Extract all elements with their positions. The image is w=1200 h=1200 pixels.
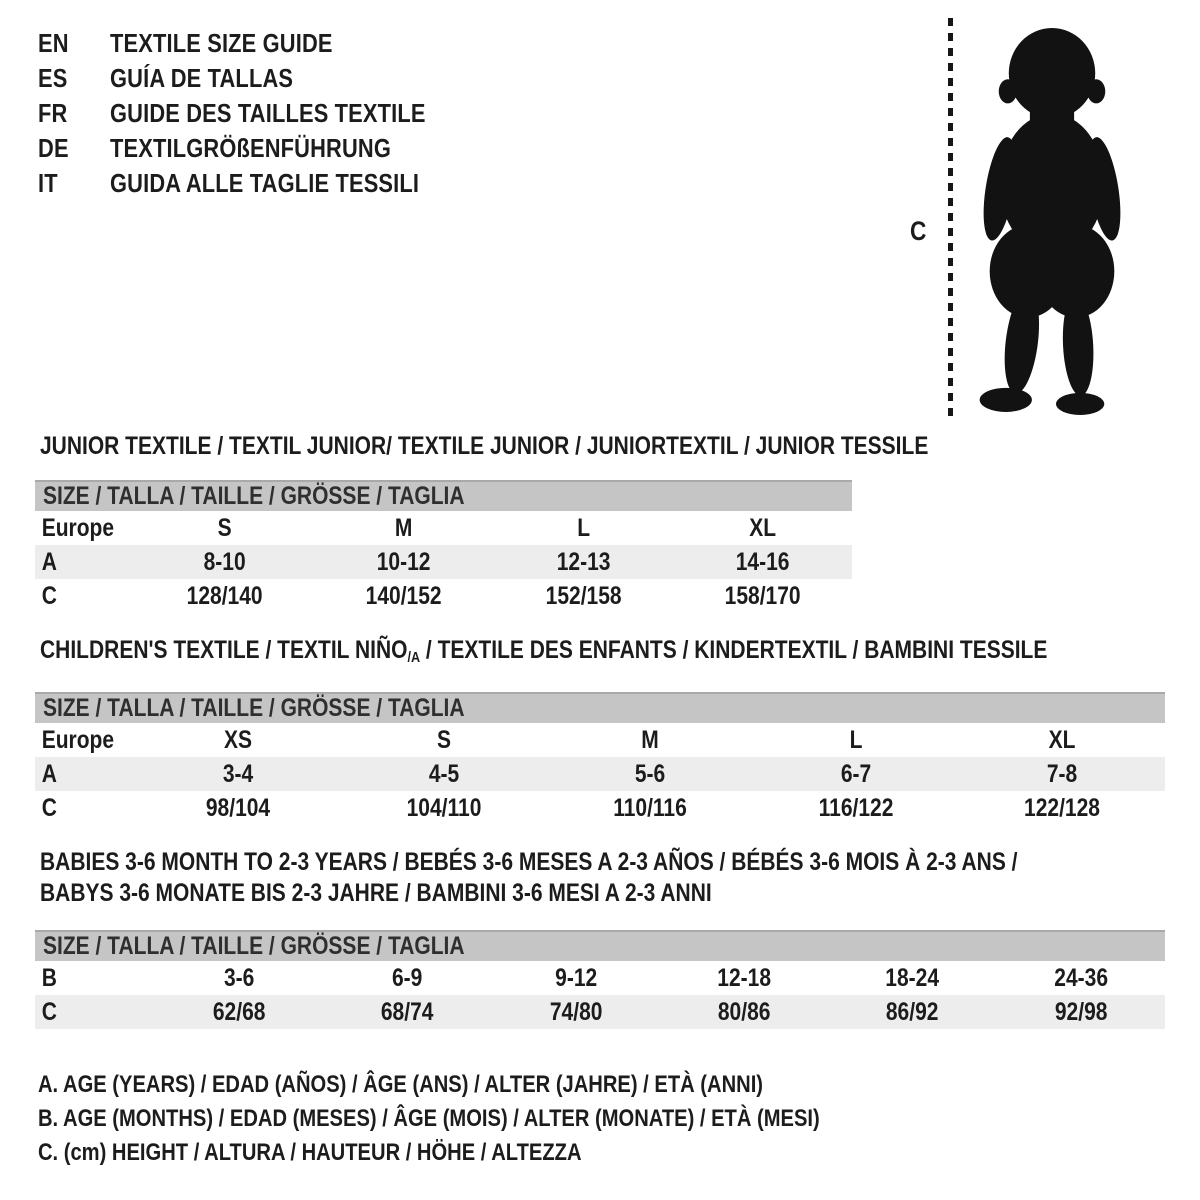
list-item <box>38 166 486 201</box>
language-code: IT <box>38 168 58 198</box>
table-cell: 7-8 <box>1046 759 1078 788</box>
guide-title-de: TEXTILGRÖßENFÜHRUNG <box>110 133 392 163</box>
table-cell: L <box>849 725 863 754</box>
guide-title-en: TEXTILE SIZE GUIDE <box>110 28 333 58</box>
table-cell: 86/92 <box>886 997 939 1026</box>
table-row-height <box>35 995 1165 1029</box>
row-label: A <box>41 759 57 788</box>
guide-title-fr: GUIDE DES TAILLES TEXTILE <box>110 98 426 128</box>
size-header-bar: SIZE / TALLA / TAILLE / GRÖSSE / TAGLIA <box>35 930 1165 961</box>
legend-line-b: B. AGE (MONTHS) / EDAD (MESES) / ÂGE (MOIS) / ALTER (MONATE) / ETÀ (MESI) <box>38 1105 820 1132</box>
row-label: B <box>41 963 57 992</box>
nino-a-subscript: /A <box>407 649 421 666</box>
babies-title-line2: BABYS 3-6 MONATE BIS 2-3 JAHRE / BAMBINI 3-6 MESI A 2-3 ANNI <box>40 879 712 907</box>
table-cell: 122/128 <box>1024 793 1100 822</box>
table-cell: 80/86 <box>717 997 771 1026</box>
table-row-age <box>35 545 852 579</box>
table-cell: 4-5 <box>428 759 460 788</box>
table-cell: 104/110 <box>406 793 482 822</box>
toddler-silhouette-image <box>963 18 1140 420</box>
table-row-height <box>35 791 1165 825</box>
table-cell: L <box>576 513 590 542</box>
row-label: Europe <box>41 725 115 754</box>
table-cell: 68/74 <box>381 997 434 1026</box>
row-label: Europe <box>41 513 115 542</box>
table-row-europe <box>35 723 1165 757</box>
list-item <box>38 131 486 166</box>
table-cell: M <box>395 513 413 542</box>
language-title-list <box>38 26 486 201</box>
table-cell: 24-36 <box>1053 963 1108 992</box>
table-cell: 12-13 <box>556 547 610 576</box>
legend-line-c: C. (cm) HEIGHT / ALTURA / HAUTEUR / HÖHE / ALTEZZA <box>38 1139 582 1166</box>
language-code: ES <box>38 63 68 93</box>
babies-section-title <box>40 847 1200 909</box>
table-cell: 152/158 <box>545 581 622 610</box>
table-cell: 116/122 <box>818 793 894 822</box>
babies-title-line1: BABIES 3-6 MONTH TO 2-3 YEARS / BEBÉS 3-6 MESES A 2-3 AÑOS / BÉBÉS 3-6 MOIS À 2-3 ANS / <box>40 848 1018 876</box>
table-cell: 158/170 <box>724 581 801 610</box>
row-label: C <box>41 793 57 822</box>
table-cell: XS <box>223 725 253 754</box>
table-cell: 14-16 <box>735 547 790 576</box>
table-cell: 6-7 <box>840 759 872 788</box>
children-section-title: CHILDREN'S TEXTILE / TEXTIL $NIÑO_{/A}$ / TEXTILE DES ENFANTS / KINDERTEXTIL / BAMBINI TESSILE <box>40 636 1048 666</box>
table-cell: 140/152 <box>365 581 442 610</box>
table-cell: M <box>641 725 659 754</box>
table-cell: 3-4 <box>222 759 254 788</box>
junior-size-table <box>35 480 852 613</box>
table-cell: XL <box>1048 725 1076 754</box>
table-cell: 3-6 <box>223 963 255 992</box>
babies-size-table <box>35 930 1165 1029</box>
table-row-age <box>35 757 1165 791</box>
table-cell: 92/98 <box>1054 997 1108 1026</box>
table-cell: 12-18 <box>717 963 772 992</box>
table-cell: XL <box>748 513 776 542</box>
row-label: C <box>41 997 57 1026</box>
legend-line-a: A. AGE (YEARS) / EDAD (AÑOS) / ÂGE (ANS) / ALTER (JAHRE) / ETÀ (ANNI) <box>38 1071 764 1098</box>
height-measure-dashed-line <box>948 18 953 417</box>
table-row-europe <box>35 511 852 545</box>
row-label: C <box>41 581 57 610</box>
table-row-months <box>35 961 1165 995</box>
table-cell: 62/68 <box>212 997 266 1026</box>
size-header-bar: SIZE / TALLA / TAILLE / GRÖSSE / TAGLIA <box>35 692 1165 723</box>
table-cell: 110/116 <box>613 793 687 822</box>
measure-c-label: C <box>910 216 927 246</box>
table-cell: S <box>436 725 452 754</box>
list-item <box>38 96 486 131</box>
table-cell: S <box>217 513 232 542</box>
language-code: DE <box>38 133 69 163</box>
children-size-table <box>35 692 1165 825</box>
table-cell: 9-12 <box>554 963 597 992</box>
row-label: A <box>41 547 57 576</box>
size-header-bar: SIZE / TALLA / TAILLE / GRÖSSE / TAGLIA <box>35 480 852 511</box>
language-code: EN <box>38 28 69 58</box>
table-cell: 5-6 <box>634 759 666 788</box>
list-item <box>38 61 486 96</box>
guide-title-es: GUÍA DE TALLAS <box>110 63 294 93</box>
list-item <box>38 26 486 61</box>
junior-section-title: JUNIOR TEXTILE / TEXTIL JUNIOR/ TEXTILE JUNIOR / JUNIORTEXTIL / JUNIOR TESSILE <box>40 432 929 460</box>
table-cell: 128/140 <box>186 581 263 610</box>
table-cell: 8-10 <box>203 547 246 576</box>
table-cell: 74/80 <box>549 997 603 1026</box>
table-row-height <box>35 579 852 613</box>
measurement-legend <box>38 1068 969 1170</box>
language-code: FR <box>38 98 68 128</box>
table-cell: 18-24 <box>885 963 940 992</box>
guide-title-it: GUIDA ALLE TAGLIE TESSILI <box>110 168 420 198</box>
table-cell: 98/104 <box>205 793 271 822</box>
table-cell: 10-12 <box>377 547 431 576</box>
table-cell: 6-9 <box>392 963 423 992</box>
